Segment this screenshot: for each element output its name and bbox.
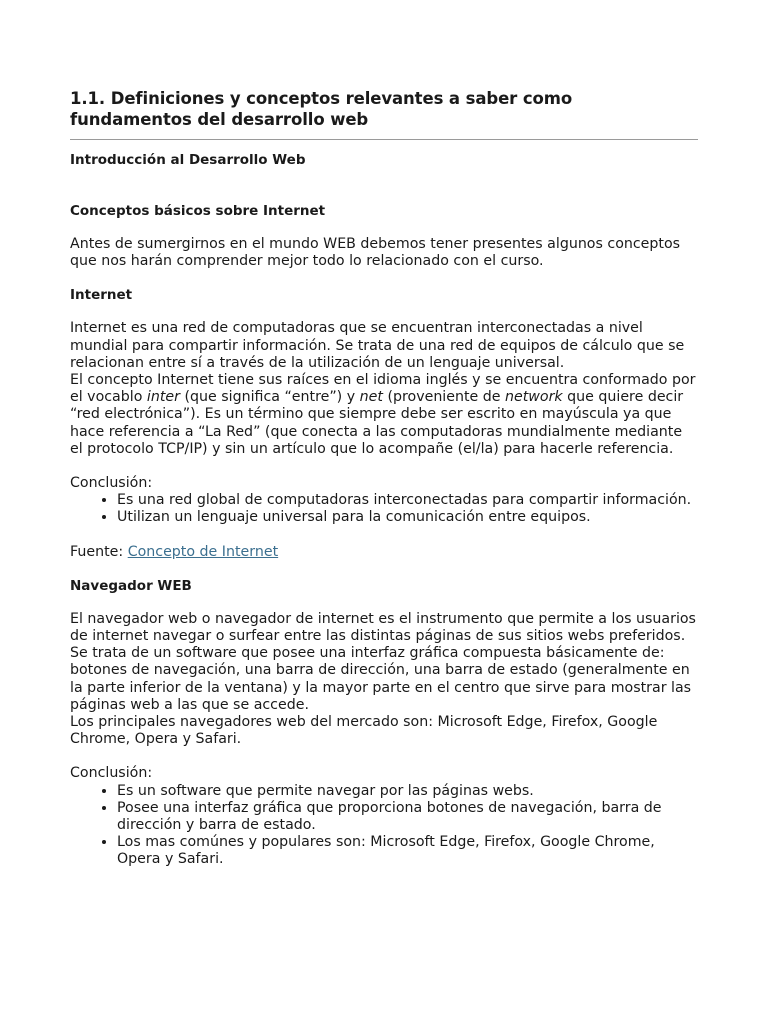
internet-conclusion-label: Conclusión: bbox=[70, 475, 153, 492]
internet-paragraph-2-part-a: El concepto Internet tiene sus raíces en el idioma inglés y se encuentra conformado por el vocablo bbox=[70, 372, 696, 406]
browser-paragraph-2: Los principales navegadores web del mercado son: Microsoft Edge, Firefox, Google Chrome, Opera y Safari. bbox=[70, 714, 658, 748]
internet-conclusion-list bbox=[70, 492, 698, 526]
document-subtitle: Introducción al Desarrollo Web bbox=[70, 152, 306, 168]
source-link[interactable]: Concepto de Internet bbox=[127, 543, 279, 560]
document-content bbox=[70, 88, 698, 869]
section-heading-browser: Navegador WEB bbox=[70, 577, 192, 594]
list-item: • Es un software que permite navegar por las páginas webs. bbox=[117, 783, 698, 800]
list-item: • Es una red global de computadoras interconectadas para compartir información. bbox=[117, 492, 698, 509]
basics-intro-paragraph: Antes de sumergirnos en el mundo WEB debemos tener presentes algunos conceptos que nos harán comprender mejor todo lo relacionado con el curso. bbox=[70, 236, 681, 270]
source-label: Fuente: bbox=[70, 543, 128, 560]
list-item: • Los mas comúnes y populares son: Microsoft Edge, Firefox, Google Chrome, Opera y Safari. bbox=[117, 834, 698, 868]
document-title: 1.1. Definiciones y conceptos relevantes a saber como fundamentos del desarrollo web bbox=[70, 89, 573, 129]
internet-paragraph-2-part-d: que quiere decir “red electrónica”). Es un término que siempre debe ser escrito en mayúscula ya que hace referencia a “La Red” (que conecta a las computadoras mundialmente mediante el protocolo TCP/IP) y sin un artículo que lo acompañe (el/la) para hacerle referencia. bbox=[70, 389, 684, 457]
list-item: • Posee una interfaz gráfica que proporciona botones de navegación, barra de dirección y barra de estado. bbox=[117, 800, 698, 834]
browser-conclusion-label: Conclusión: bbox=[70, 765, 153, 782]
browser-conclusion-list bbox=[70, 783, 698, 869]
internet-paragraph-2 bbox=[70, 372, 698, 458]
internet-paragraph-1: Internet es una red de computadoras que se encuentran interconectadas a nivel mundial para compartir información. Se trata de una red de equipos de cálculo que se relacionan entre sí a través de la utilización de un lenguaje universal. bbox=[70, 320, 685, 371]
term-net: net bbox=[359, 389, 383, 406]
title-divider bbox=[70, 139, 698, 140]
term-network: network bbox=[505, 389, 563, 406]
section-heading-internet: Internet bbox=[70, 287, 133, 304]
term-inter: inter bbox=[146, 389, 180, 406]
browser-paragraph-1: El navegador web o navegador de internet es el instrumento que permite a los usuarios de internet navegar o surfear entre las distintas páginas de sus sitios webs preferidos. Se trata de un software que posee una interfaz gráfica compuesta básicamente de: botones de navegación, una barra de dirección, una barra de estado (generalmente en la parte inferior de la ventana) y la mayor parte en el centro que sirve para mostrar las páginas web a las que se accede. bbox=[70, 610, 696, 713]
section-heading-basics: Conceptos básicos sobre Internet bbox=[70, 203, 326, 219]
internet-paragraph-2-part-b: (que significa “entre”) y bbox=[179, 389, 360, 406]
list-item: • Utilizan un lenguaje universal para la comunicación entre equipos. bbox=[117, 509, 698, 526]
internet-source bbox=[70, 544, 698, 561]
internet-paragraph-2-part-c: (proveniente de bbox=[382, 389, 506, 406]
